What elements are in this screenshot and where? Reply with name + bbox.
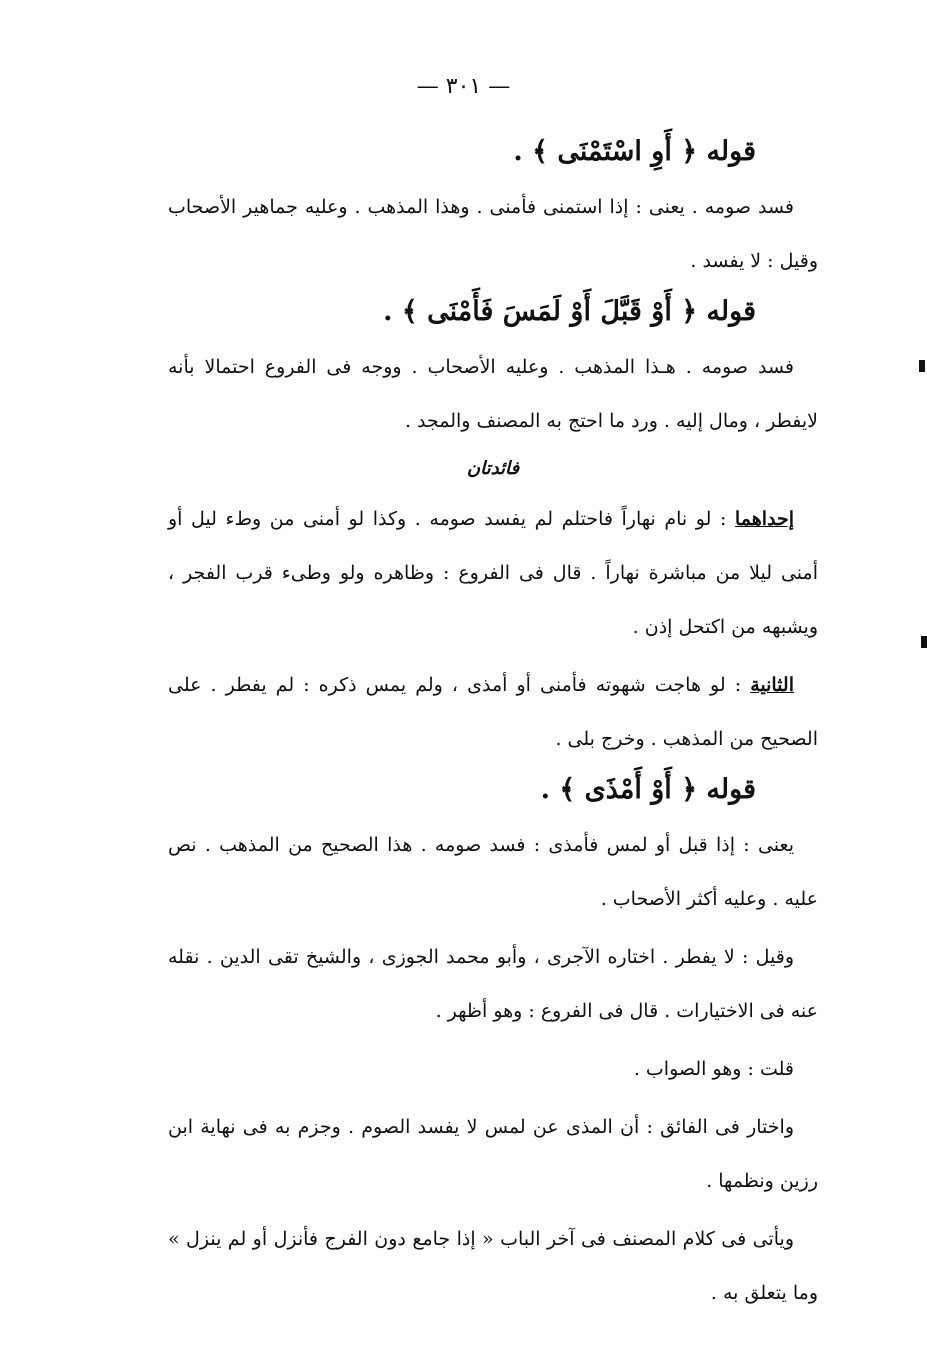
paragraph: فسد صومه . هـذا المذهب . وعليه الأصحاب . ووجه فى الفروع احتمالا بأنه لايفطر ، ومال إليه . ورد ما احتج به المصنف والمجد . [168,356,818,432]
paragraph: ويأتى فى كلام المصنف فى آخر الباب « إذا جامع دون الفرج فأنزل أو لم ينزل » وما يتعلق به . [168,1228,818,1304]
paragraph: قلت : وهو الصواب . [633,1058,794,1080]
paragraph-text: : لو نام نهاراً فاحتلم لم يفسد صومه . وكذا لو أمنى من وطء ليل أو أمنى ليلا من مباشرة نهاراً . قال فى الفروع : وظاهره ولو وطىء قرب الفجر ، ويشبهه من اكتحل إذن . [168,508,818,638]
page-body [168,128,818,1324]
paragraph: فسد صومه . يعنى : إذا استمنى فأمنى . وهذا المذهب . وعليه جماهير الأصحاب وقيل : لا يفسد . [168,196,818,272]
paragraph: واختار فى الفائق : أن المذى عن لمس لا يفسد الصوم . وجزم به فى نهاية ابن رزين ونظمها . [168,1116,818,1192]
margin-mark [921,636,927,648]
margin-mark [919,360,925,372]
paragraph [168,658,818,766]
paragraph-text: : لو هاجت شهوته فأمنى أو أمذى ، ولم يمس ذكره : لم يفطر . على الصحيح من المذهب . وخرج بلى . [168,674,818,750]
section-heading: قوله ﴿ أَوِ اسْتَمْنَى ﴾ . [513,136,756,167]
paragraph [168,492,818,654]
section-heading: قوله ﴿ أَوْ أَمْذَى ﴾ . [540,774,756,805]
benefits-title: فائدتان [466,458,520,479]
page-number: — ٣٠١ — [416,74,511,99]
paragraph: وقيل : لا يفطر . اختاره الآجرى ، وأبو محمد الجوزى ، والشيخ تقى الدين . نقله عنه فى الاختيارات . قال فى الفروع : وهو أظهر . [168,946,818,1022]
paragraph-lead: إحداهما [734,508,794,530]
paragraph: يعنى : إذا قبل أو لمس فأمذى : فسد صومه . هذا الصحيح من المذهب . نص عليه . وعليه أكثر الأصحاب . [168,834,818,910]
paragraph-lead: الثانية [750,674,794,696]
section-heading: قوله ﴿ أَوْ قَبَّلَ أَوْ لَمَسَ فَأَمْنَى ﴾ . [383,296,756,327]
